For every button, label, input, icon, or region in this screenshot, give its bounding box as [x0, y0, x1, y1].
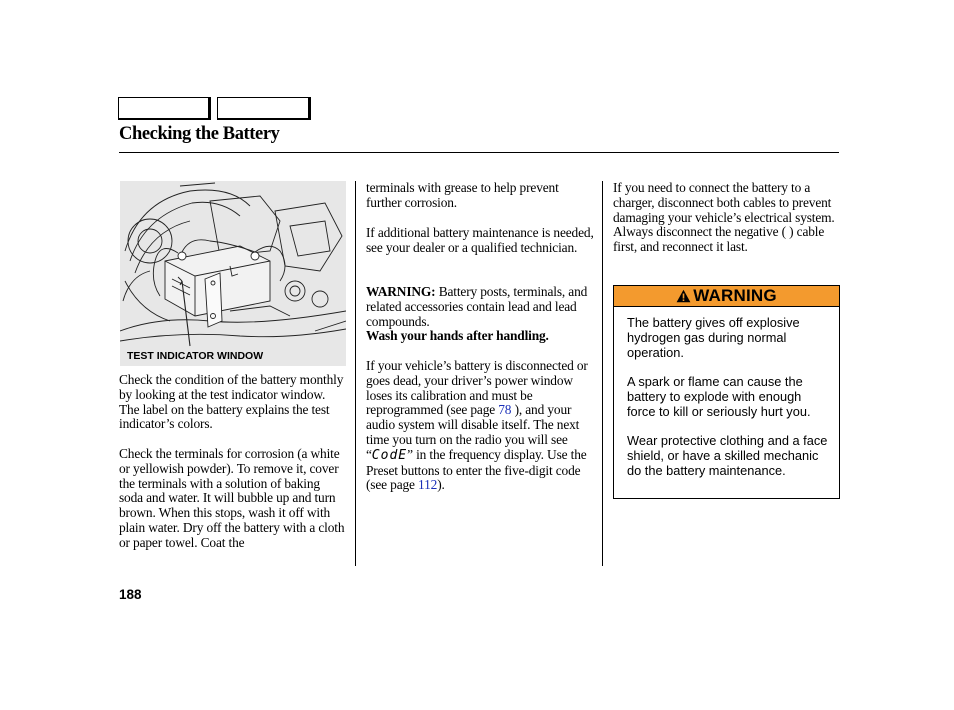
p4-text-a: If your vehicle’s battery is disconnected or goes dead, your driver’s power window loses its calibration and must be reprogrammed (see page	[366, 358, 588, 418]
battery-figure	[120, 181, 346, 366]
warning-text: Battery posts, terminals, and related accessories contain lead and lead compounds.	[366, 284, 588, 329]
warning-heading	[614, 286, 839, 307]
figure-caption: TEST INDICATOR WINDOW	[127, 350, 264, 362]
column2-warning-note	[366, 285, 594, 344]
column2-paragraph-4	[366, 359, 592, 493]
column2-paragraph-2: If additional battery maintenance is needed, see your dealer or a qualified technician.	[366, 225, 594, 255]
battery-engine-illustration	[120, 181, 346, 366]
p4-text-b: ), and your audio system will disable itself. The next time you turn on the radio you will see “	[366, 402, 580, 462]
page-title: Checking the Battery	[119, 124, 280, 144]
column-divider-1	[355, 181, 356, 566]
column1-paragraph-1: Check the condition of the battery monthly by looking at the test indicator window. The label on the battery explains the test indicator’s colors.	[119, 372, 344, 432]
page-number: 188	[119, 587, 142, 602]
warning-bold: Wash your hands after handling.	[366, 328, 549, 344]
warning-box	[613, 285, 840, 499]
warning-label: WARNING:	[366, 284, 436, 299]
column2-paragraph-1: terminals with grease to help prevent further corrosion.	[366, 180, 559, 210]
warning-triangle-icon	[676, 288, 691, 308]
warning-item-3: Wear protective clothing and a face shield, or have a skilled mechanic do the battery maintenance.	[627, 433, 828, 478]
warning-item-2: A spark or flame can cause the battery to explode with enough force to kill or seriously hurt you.	[627, 374, 811, 419]
header-tab-1	[118, 97, 211, 120]
page-112-link[interactable]: 112	[418, 477, 438, 493]
p4-text-d: ).	[437, 477, 445, 493]
column-divider-2	[602, 181, 603, 566]
column1-paragraph-2: Check the terminals for corrosion (a white or yellowish powder). To remove it, cover the terminals with a solution of baking soda and water. It will bubble up and turn brown. When this stops, wash it off with plain water. Dry off the battery with a cloth or paper towel. Coat the	[119, 446, 345, 550]
title-rule	[119, 152, 839, 153]
column3-paragraph-1: If you need to connect the battery to a charger, disconnect both cables to prevent damaging your vehicle’s electrical system. Always disconnect the negative ( ) cable first, and reconnect it last.	[613, 180, 835, 255]
warning-item-1: The battery gives off explosive hydrogen gas during normal operation.	[627, 315, 800, 360]
code-display-glyph: CodE	[371, 447, 408, 463]
p4-text-c: ” in the frequency display. Use the Preset buttons to enter the five-digit code (see page	[366, 446, 587, 493]
page-78-link[interactable]: 78	[498, 402, 512, 418]
warning-heading-text: WARNING	[693, 286, 777, 305]
header-tab-2	[217, 97, 311, 120]
